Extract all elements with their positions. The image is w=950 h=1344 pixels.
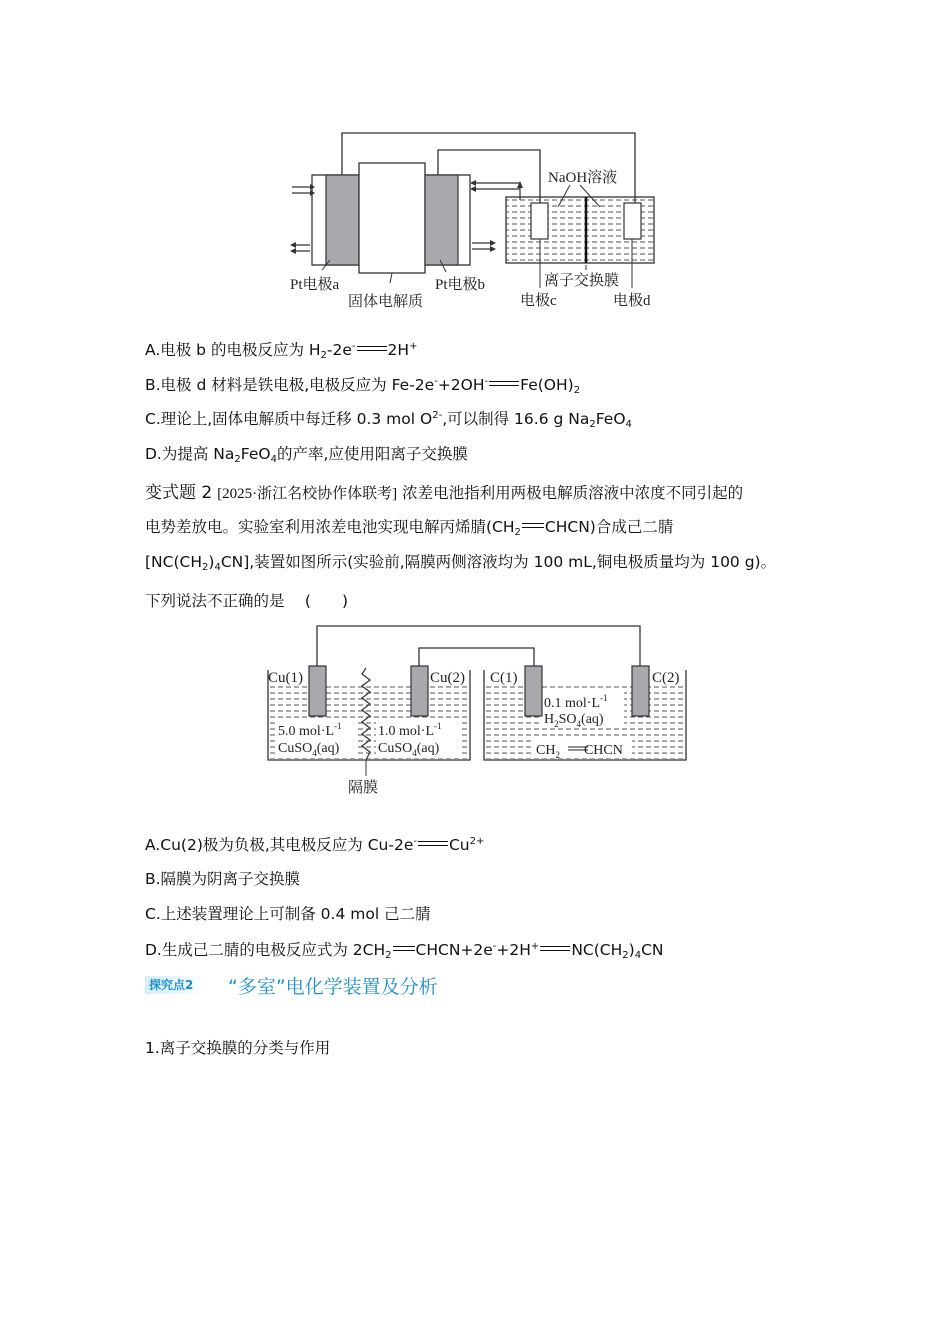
q2-option-d-end: ) xyxy=(628,941,635,959)
q2-option-c-text: C.上述装置理论上可制备 0.4 mol 己二腈 xyxy=(145,905,431,923)
option-a-product: 2H xyxy=(387,341,410,359)
electrode-d-label: 电极d xyxy=(613,293,651,309)
variant-line-3: $[NC(CH_2)_4CN]$,装置如图所示(实验前,隔膜两侧溶液均为 100 mL,铜电极质量均为 100 g)。 xyxy=(145,553,777,573)
variant-line-4-text: 下列说法不正确的是 ( ) xyxy=(145,592,349,610)
option-d: D.为提高 $Na_2FeO_4$的产率,应使用阳离子交换膜 xyxy=(145,445,468,465)
q2-option-d-cn: CN xyxy=(641,941,664,959)
left-cuso4-label: CuSO$_4$(aq) xyxy=(278,741,340,758)
q2-option-d-mid2: +2H xyxy=(496,941,531,959)
right-conc-label: 0.1 $mol\cdot L^{-1}$ xyxy=(544,693,608,711)
section-badge: 探究点2 xyxy=(145,976,205,994)
variant-line-1 xyxy=(145,478,743,503)
h2so4-label: $H_2SO_4(aq)$ xyxy=(544,712,604,729)
acrylonitrile-label: $CH_2$ CHCN xyxy=(536,743,623,760)
concentration-cell-diagram xyxy=(262,618,694,798)
q2-option-d: D.生成己二腈的电极反应式为 $2CH_2$ CHCN+2e-+2H+ $NC(CH_2)_4CN$ xyxy=(145,941,664,961)
electrode-c-label: 电极c xyxy=(520,293,557,309)
pt-electrode-a-label: Pt电极a xyxy=(290,277,340,293)
section-title: “多室”电化学装置及分析 xyxy=(228,976,438,998)
q2-option-b xyxy=(145,867,300,889)
diaphragm-label: 隔膜 xyxy=(348,780,379,796)
option-c-text: C.理论上,固体电解质中每迁移 0.3 mol O xyxy=(145,410,433,428)
membrane-label: 离子交换膜 xyxy=(544,273,620,289)
variant-line-2: 电势差放电。实验室利用浓差电池实现电解丙烯腈($CH_2$ CHCN)合成己二腈 xyxy=(145,518,674,538)
variant-label: 变式题 2 xyxy=(145,483,213,503)
variant-line-3-b: ) xyxy=(208,553,215,571)
option-b-product: Fe(OH) xyxy=(520,376,574,394)
q2-option-c xyxy=(145,902,431,924)
mid-conc-label: 1.0 $mol\cdot L^{-1}$ xyxy=(378,721,442,739)
q2-option-d-product: NC(CH xyxy=(571,941,623,959)
subsection-title: 1.离子交换膜的分类与作用 xyxy=(145,1039,331,1057)
solid-electrolyte-label: 固体电解质 xyxy=(348,294,424,310)
c2-label: C(2) xyxy=(652,670,680,686)
q2-option-a-product: Cu xyxy=(448,836,470,854)
q2-option-a-text: A.Cu(2)极为负极,其电极反应为 Cu-2e xyxy=(145,836,414,854)
option-b-text: B.电极 d 材料是铁电极,电极反应为 Fe-2e xyxy=(145,376,435,394)
q2-option-a: A.Cu(2)极为负极,其电极反应为 Cu-2e- $Cu^{2+}$ xyxy=(145,836,485,854)
option-d-text: D.为提高 Na xyxy=(145,445,235,463)
option-d-mid: FeO xyxy=(240,445,271,463)
option-a-mid: -2e xyxy=(326,341,352,359)
option-b-mid: +2OH xyxy=(437,376,485,394)
variant-line-1-text: 浓差电池指利用两极电解质溶液中浓度不同引起的 xyxy=(402,484,744,502)
cu1-label: Cu(1) xyxy=(268,670,303,686)
c1-label: C(1) xyxy=(490,670,518,686)
left-conc-label: 5.0 $mol\cdot L^{-1}$ xyxy=(278,721,342,739)
q2-option-d-mid: CHCN+2e xyxy=(415,941,493,959)
option-c-end: FeO xyxy=(595,410,626,428)
variant-line-3-c: CN],装置如图所示(实验前,隔膜两侧溶液均为 100 mL,铜电极质量均为 100 g)。 xyxy=(220,553,777,571)
variant-source: [2025·浙江名校协作体联考] xyxy=(217,486,398,502)
cu2-label: Cu(2) xyxy=(430,670,465,686)
naoh-label: NaOH溶液 xyxy=(548,170,618,186)
option-a-text: A.电极 b 的电极反应为 H xyxy=(145,341,321,359)
pt-electrode-b-label: Pt电极b xyxy=(435,277,486,293)
fuel-cell-electrolysis-diagram xyxy=(280,125,670,315)
variant-line-3-a: [NC(CH xyxy=(145,553,202,571)
mid-cuso4-label: CuSO$_4$(aq) xyxy=(378,741,440,758)
option-a: A.电极 b 的电极反应为 $H_2-2e^-$ 2H+ xyxy=(145,341,418,361)
variant-line-4 xyxy=(145,589,348,611)
option-c-mid: ,可以制得 16.6 g Na xyxy=(442,410,590,428)
variant-line-2-post: CHCN)合成己二腈 xyxy=(544,518,674,536)
option-d-end: 的产率,应使用阳离子交换膜 xyxy=(276,445,468,463)
q2-option-b-text: B.隔膜为阴离子交换膜 xyxy=(145,870,301,888)
variant-line-2-pre: 电势差放电。实验室利用浓差电池实现电解丙烯腈(CH xyxy=(145,518,515,536)
option-b: B.电极 d 材料是铁电极,电极反应为 Fe-2e-+2OH- $Fe(OH)_2$ xyxy=(145,376,581,396)
q2-option-d-text: D.生成己二腈的电极反应式为 2CH xyxy=(145,941,386,959)
option-c: C.理论上,固体电解质中每迁移 0.3 mol $O^{2-}$,可以制得 16.6 g $Na_2FeO_4$ xyxy=(145,410,632,430)
